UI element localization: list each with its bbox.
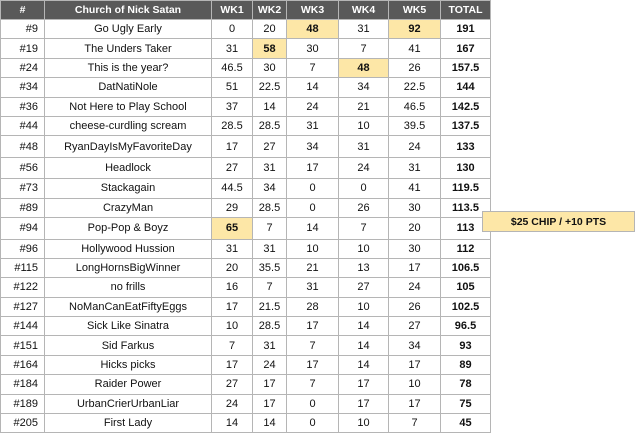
cell-wk2[interactable]: 58 [253, 39, 287, 58]
cell-wk2[interactable]: 20 [253, 20, 287, 39]
cell-total[interactable]: 78 [441, 375, 491, 394]
table-row [1, 179, 491, 198]
cell-rank[interactable]: #36 [1, 97, 45, 116]
cell-wk1[interactable]: 24 [212, 394, 253, 413]
cell-team[interactable]: Raider Power [45, 375, 212, 394]
cell-wk1[interactable]: 28.5 [212, 116, 253, 135]
cell-wk1[interactable]: 16 [212, 278, 253, 297]
cell-team[interactable]: NoManCanEatFiftyEggs [45, 297, 212, 316]
cell-team[interactable]: cheese-curdling scream [45, 116, 212, 135]
cell-wk3[interactable]: 7 [287, 336, 339, 355]
header-wk3[interactable]: WK3 [287, 1, 339, 20]
cell-wk2[interactable]: 30 [253, 58, 287, 77]
cell-wk4[interactable]: 10 [339, 239, 389, 258]
cell-rank[interactable]: #144 [1, 317, 45, 336]
cell-wk5[interactable]: 22.5 [389, 78, 441, 97]
cell-wk3[interactable]: 17 [287, 157, 339, 179]
header-wk2[interactable]: WK2 [253, 1, 287, 20]
cell-rank[interactable]: #9 [1, 20, 45, 39]
table-row [1, 336, 491, 355]
cell-wk4[interactable]: 14 [339, 336, 389, 355]
cell-wk5[interactable]: 10 [389, 375, 441, 394]
table-row [1, 198, 491, 217]
cell-total[interactable]: 45 [441, 413, 491, 432]
cell-rank[interactable]: #151 [1, 336, 45, 355]
cell-team[interactable]: This is the year? [45, 58, 212, 77]
cell-rank[interactable]: #189 [1, 394, 45, 413]
cell-team[interactable]: Hollywood Hussion [45, 239, 212, 258]
cell-wk3[interactable]: 0 [287, 179, 339, 198]
cell-rank[interactable]: #34 [1, 78, 45, 97]
cell-wk3[interactable]: 14 [287, 218, 339, 240]
cell-rank[interactable]: #94 [1, 218, 45, 240]
cell-team[interactable]: UrbanCrierUrbanLiar [45, 394, 212, 413]
cell-wk5[interactable]: 7 [389, 413, 441, 432]
table-row [1, 355, 491, 374]
cell-wk2[interactable]: 17 [253, 394, 287, 413]
cell-wk4[interactable]: 17 [339, 394, 389, 413]
cell-wk3[interactable]: 10 [287, 239, 339, 258]
cell-team[interactable]: The Unders Taker [45, 39, 212, 58]
cell-wk1[interactable]: 0 [212, 20, 253, 39]
cell-wk3[interactable]: 7 [287, 58, 339, 77]
cell-wk2[interactable]: 27 [253, 136, 287, 158]
cell-wk5[interactable]: 26 [389, 297, 441, 316]
cell-team[interactable]: Pop-Pop & Boyz [45, 218, 212, 240]
cell-wk1[interactable]: 51 [212, 78, 253, 97]
cell-rank[interactable]: #205 [1, 413, 45, 432]
cell-wk4[interactable]: 27 [339, 278, 389, 297]
cell-total[interactable]: 144 [441, 78, 491, 97]
cell-wk4[interactable]: 13 [339, 258, 389, 277]
cell-rank[interactable]: #127 [1, 297, 45, 316]
cell-wk3[interactable]: 30 [287, 39, 339, 58]
cell-wk5[interactable]: 17 [389, 394, 441, 413]
cell-rank[interactable]: #184 [1, 375, 45, 394]
cell-wk3[interactable]: 0 [287, 413, 339, 432]
cell-wk1[interactable]: 17 [212, 136, 253, 158]
cell-wk4[interactable]: 7 [339, 39, 389, 58]
cell-rank[interactable]: #44 [1, 116, 45, 135]
cell-wk5[interactable]: 46.5 [389, 97, 441, 116]
cell-total[interactable]: 96.5 [441, 317, 491, 336]
cell-wk5[interactable]: 34 [389, 336, 441, 355]
cell-rank[interactable]: #24 [1, 58, 45, 77]
table-row [1, 39, 491, 58]
cell-total[interactable]: 93 [441, 336, 491, 355]
cell-wk2[interactable]: 28.5 [253, 198, 287, 217]
table-row [1, 278, 491, 297]
cell-total[interactable]: 167 [441, 39, 491, 58]
cell-wk1[interactable]: 7 [212, 336, 253, 355]
cell-rank[interactable]: #115 [1, 258, 45, 277]
cell-total[interactable]: 119.5 [441, 179, 491, 198]
cell-wk3[interactable]: 21 [287, 258, 339, 277]
cell-total[interactable]: 142.5 [441, 97, 491, 116]
cell-wk2[interactable]: 31 [253, 336, 287, 355]
cell-total[interactable]: 106.5 [441, 258, 491, 277]
table-row [1, 258, 491, 277]
cell-wk1[interactable]: 65 [212, 218, 253, 240]
cell-wk5[interactable]: 39.5 [389, 116, 441, 135]
cell-rank[interactable]: #164 [1, 355, 45, 374]
cell-wk2[interactable]: 34 [253, 179, 287, 198]
cell-wk4[interactable]: 31 [339, 20, 389, 39]
cell-team[interactable]: CrazyMan [45, 198, 212, 217]
cell-wk2[interactable]: 31 [253, 157, 287, 179]
table-row [1, 394, 491, 413]
cell-wk2[interactable]: 21.5 [253, 297, 287, 316]
cell-team[interactable]: RyanDayIsMyFavoriteDay [45, 136, 212, 158]
cell-rank[interactable]: #48 [1, 136, 45, 158]
cell-wk4[interactable]: 17 [339, 375, 389, 394]
cell-wk4[interactable]: 10 [339, 413, 389, 432]
cell-wk5[interactable]: 41 [389, 179, 441, 198]
cell-wk3[interactable]: 31 [287, 278, 339, 297]
cell-wk3[interactable]: 28 [287, 297, 339, 316]
cell-wk2[interactable]: 28.5 [253, 317, 287, 336]
cell-wk1[interactable]: 17 [212, 297, 253, 316]
cell-wk3[interactable]: 14 [287, 78, 339, 97]
cell-team[interactable]: Hicks picks [45, 355, 212, 374]
cell-wk5[interactable]: 30 [389, 198, 441, 217]
cell-team[interactable]: First Lady [45, 413, 212, 432]
cell-total[interactable]: 112 [441, 239, 491, 258]
cell-team[interactable]: Headlock [45, 157, 212, 179]
table-row [1, 413, 491, 432]
cell-wk3[interactable]: 48 [287, 20, 339, 39]
cell-wk5[interactable]: 20 [389, 218, 441, 240]
cell-wk4[interactable]: 14 [339, 355, 389, 374]
cell-wk5[interactable]: 92 [389, 20, 441, 39]
cell-wk1[interactable]: 31 [212, 39, 253, 58]
cell-wk1[interactable]: 27 [212, 157, 253, 179]
cell-wk4[interactable]: 0 [339, 179, 389, 198]
header-team[interactable]: Church of Nick Satan [45, 1, 212, 20]
header-row [1, 1, 491, 20]
cell-team[interactable]: LongHornsBigWinner [45, 258, 212, 277]
cell-rank[interactable]: #89 [1, 198, 45, 217]
cell-total[interactable]: 102.5 [441, 297, 491, 316]
cell-total[interactable]: 105 [441, 278, 491, 297]
table-row [1, 136, 491, 158]
cell-wk1[interactable]: 37 [212, 97, 253, 116]
table-row [1, 375, 491, 394]
cell-wk2[interactable]: 28.5 [253, 116, 287, 135]
cell-total[interactable]: 133 [441, 136, 491, 158]
table-row [1, 58, 491, 77]
cell-wk5[interactable]: 24 [389, 136, 441, 158]
table-row [1, 218, 491, 240]
cell-wk2[interactable]: 35.5 [253, 258, 287, 277]
cell-total[interactable]: 137.5 [441, 116, 491, 135]
cell-rank[interactable]: #56 [1, 157, 45, 179]
cell-wk4[interactable]: 10 [339, 297, 389, 316]
cell-wk1[interactable]: 31 [212, 239, 253, 258]
cell-total[interactable]: 191 [441, 20, 491, 39]
cell-wk5[interactable]: 31 [389, 157, 441, 179]
cell-total[interactable]: 113.5 [441, 198, 491, 217]
cell-wk1[interactable]: 46.5 [212, 58, 253, 77]
cell-wk3[interactable]: 0 [287, 394, 339, 413]
cell-wk2[interactable]: 31 [253, 239, 287, 258]
cell-rank[interactable]: #122 [1, 278, 45, 297]
cell-wk3[interactable]: 24 [287, 97, 339, 116]
cell-wk5[interactable]: 17 [389, 355, 441, 374]
table-row [1, 78, 491, 97]
cell-wk5[interactable]: 30 [389, 239, 441, 258]
cell-wk4[interactable]: 14 [339, 317, 389, 336]
header-total[interactable]: TOTAL [441, 1, 491, 20]
cell-total[interactable]: 113 [441, 218, 491, 240]
cell-wk2[interactable]: 14 [253, 97, 287, 116]
cell-wk2[interactable]: 24 [253, 355, 287, 374]
cell-wk1[interactable]: 29 [212, 198, 253, 217]
cell-total[interactable]: 157.5 [441, 58, 491, 77]
table-row [1, 20, 491, 39]
cell-wk2[interactable]: 7 [253, 278, 287, 297]
cell-wk1[interactable]: 10 [212, 317, 253, 336]
cell-team[interactable]: Stackagain [45, 179, 212, 198]
cell-wk4[interactable]: 26 [339, 198, 389, 217]
cell-team[interactable]: DatNatiNole [45, 78, 212, 97]
cell-wk4[interactable]: 31 [339, 136, 389, 158]
table-row [1, 97, 491, 116]
cell-wk4[interactable]: 48 [339, 58, 389, 77]
cell-wk5[interactable]: 41 [389, 39, 441, 58]
cell-team[interactable]: Go Ugly Early [45, 20, 212, 39]
table-row [1, 317, 491, 336]
cell-wk2[interactable]: 22.5 [253, 78, 287, 97]
table-row [1, 116, 491, 135]
cell-wk5[interactable]: 17 [389, 258, 441, 277]
cell-wk4[interactable]: 34 [339, 78, 389, 97]
cell-wk3[interactable]: 17 [287, 355, 339, 374]
cell-team[interactable]: Not Here to Play School [45, 97, 212, 116]
header-wk5[interactable]: WK5 [389, 1, 441, 20]
header-wk4[interactable]: WK4 [339, 1, 389, 20]
cell-wk3[interactable]: 7 [287, 375, 339, 394]
cell-wk3[interactable]: 34 [287, 136, 339, 158]
cell-wk1[interactable]: 27 [212, 375, 253, 394]
cell-wk4[interactable]: 24 [339, 157, 389, 179]
cell-wk5[interactable]: 24 [389, 278, 441, 297]
cell-wk4[interactable]: 10 [339, 116, 389, 135]
cell-wk1[interactable]: 14 [212, 413, 253, 432]
cell-wk1[interactable]: 17 [212, 355, 253, 374]
cell-team[interactable]: Sick Like Sinatra [45, 317, 212, 336]
cell-wk2[interactable]: 14 [253, 413, 287, 432]
cell-rank[interactable]: #19 [1, 39, 45, 58]
cell-total[interactable]: 130 [441, 157, 491, 179]
cell-total[interactable]: 75 [441, 394, 491, 413]
table-row [1, 157, 491, 179]
cell-rank[interactable]: #73 [1, 179, 45, 198]
cell-wk3[interactable]: 0 [287, 198, 339, 217]
cell-wk1[interactable]: 20 [212, 258, 253, 277]
cell-wk3[interactable]: 17 [287, 317, 339, 336]
cell-wk5[interactable]: 26 [389, 58, 441, 77]
cell-wk4[interactable]: 7 [339, 218, 389, 240]
cell-wk2[interactable]: 17 [253, 375, 287, 394]
cell-wk1[interactable]: 44.5 [212, 179, 253, 198]
cell-wk5[interactable]: 27 [389, 317, 441, 336]
table-row [1, 297, 491, 316]
prize-note-cell[interactable]: $25 CHIP / +10 PTS [482, 211, 635, 232]
header-rank[interactable]: # [1, 1, 45, 20]
cell-wk2[interactable]: 7 [253, 218, 287, 240]
cell-total[interactable]: 89 [441, 355, 491, 374]
header-wk1[interactable]: WK1 [212, 1, 253, 20]
table-row [1, 239, 491, 258]
cell-team[interactable]: no frills [45, 278, 212, 297]
cell-rank[interactable]: #96 [1, 239, 45, 258]
cell-team[interactable]: Sid Farkus [45, 336, 212, 355]
cell-wk3[interactable]: 31 [287, 116, 339, 135]
cell-wk4[interactable]: 21 [339, 97, 389, 116]
